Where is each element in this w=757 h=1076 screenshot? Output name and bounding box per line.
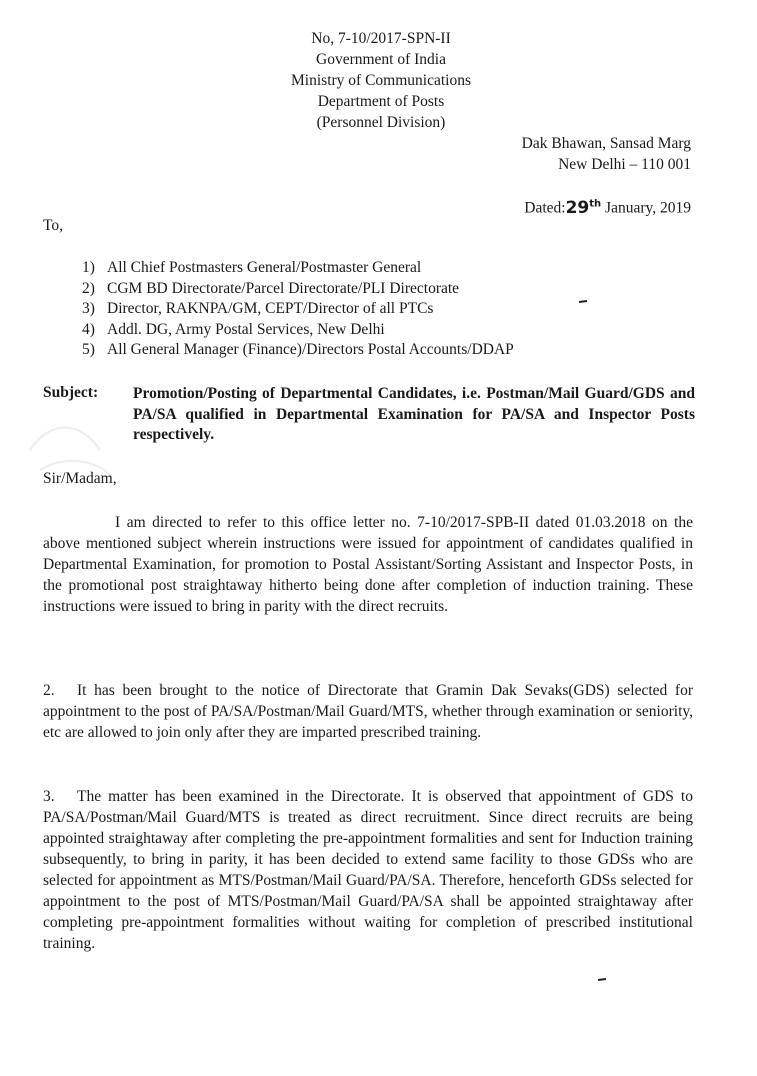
reference-number: No, 7-10/2017-SPN-II [311, 30, 451, 47]
org-department: Department of Posts [317, 93, 445, 110]
list-item: 5) All General Manager (Finance)/Directors Postal Accounts/DDAP [82, 341, 514, 358]
address-line-1: Dak Bhawan, Sansad Marg [521, 135, 691, 152]
list-item: 1) All Chief Postmasters General/Postmaster General [82, 259, 422, 276]
subject-text: Promotion/Posting of Departmental Candidates, i.e. Postman/Mail Guard/GDS and PA/SA qualified in Departmental Examination for PA/SA and Inspector Posts respectively. [133, 385, 695, 443]
paragraph-1: I am directed to refer to this office letter no. 7-10/2017-SPB-II dated 01.03.2018 on the above mentioned subject wherein instructions were issued for appointment of candidates qualified in Departmental Examination, for promotion to Postal Assistant/Sorting Assistant and Inspector Posts, in the promotional post straightaway hitherto being done after completion of induction training. These instructions were issued to bring in parity with the direct recruits. [43, 514, 693, 615]
list-item: 2) CGM BD Directorate/Parcel Directorate/PLI Directorate [82, 279, 460, 297]
date-label: Dated: [524, 199, 566, 217]
pen-mark-icon [596, 976, 608, 984]
list-item: 4) Addl. DG, Army Postal Services, New Delhi [82, 320, 385, 338]
recipient-list [82, 258, 514, 361]
org-ministry: Ministry of Communications [291, 72, 471, 89]
pen-mark-icon [578, 298, 588, 306]
org-government: Government of India [316, 51, 446, 68]
address-line-2: New Delhi – 110 001 [558, 156, 691, 173]
salutation: Sir/Madam, [43, 470, 117, 487]
date-day: 29 [565, 197, 590, 218]
date-line [524, 193, 691, 219]
date-day-handwritten [566, 198, 602, 218]
paragraph-3: 3. The matter has been examined in the Directorate. It is observed that appointment of GDS to PA/SA/Postman/Mail Guard/MTS is treated as direct recruitment. Since direct recruits are being appointed straightaway after completing the pre-appointment formalities and sent for Induction training subsequently, to bring in parity, it has been decided to extend same facility to those GDSs who are selected for appointment as MTS/Postman/Mail Guard/PA/SA. Therefore, henceforth GDSs selected for appointment to the post of MTS/Postman/Mail Guard/PA/SA shall be appointed straightaway after completing pre-appointment formalities without waiting for completion of prescribed institutional training. [43, 788, 693, 952]
org-division: (Personnel Division) [316, 114, 446, 131]
paragraph-2: 2. It has been brought to the notice of Directorate that Gramin Dak Sevaks(GDS) selected for appointment to the post of PA/SA/Postman/Mail Guard/MTS, whether through examination or seniority, etc are allowed to join only after they are imparted prescribed training. [43, 682, 693, 741]
subject-label: Subject: [43, 384, 99, 401]
date-suffix: th [589, 198, 602, 209]
to-label: To, [43, 217, 64, 234]
date-month-year: January, 2019 [601, 199, 691, 217]
list-item: 3) Director, RAKNPA/GM, CEPT/Director of all PTCs [82, 300, 434, 317]
